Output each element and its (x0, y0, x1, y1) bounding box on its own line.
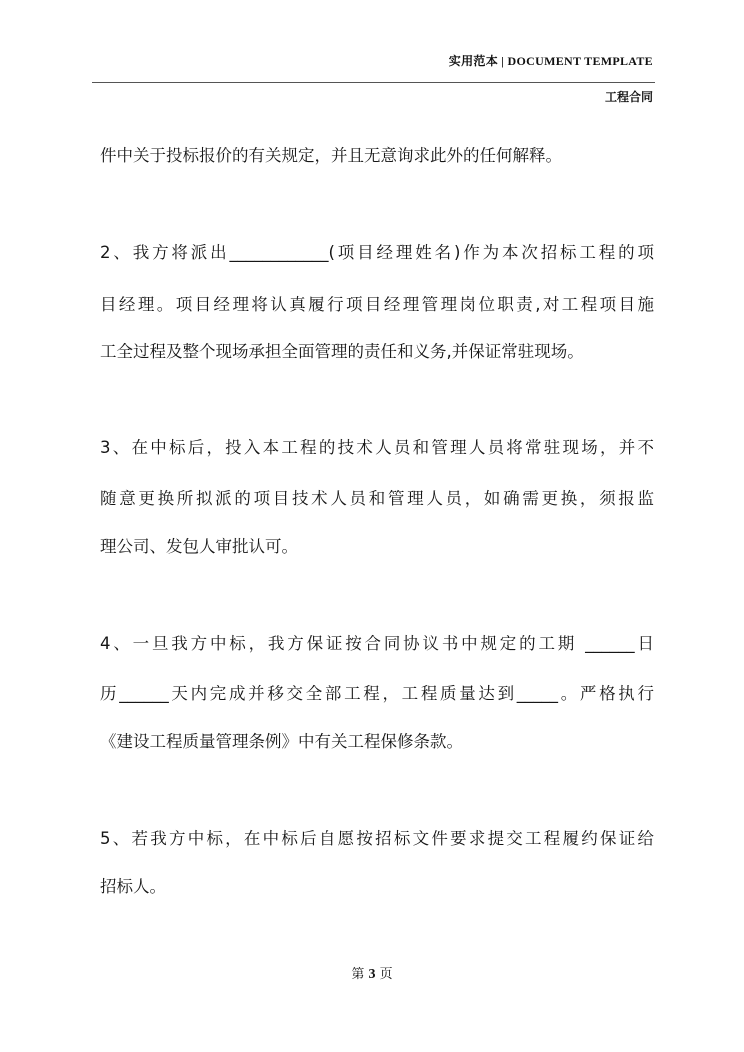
paragraph-2-line-3: 工全过程及整个现场承担全面管理的责任和义务,并保证常驻现场。 (100, 342, 584, 361)
footer-prefix: 第 (351, 967, 365, 982)
header-title: 实用范本 | DOCUMENT TEMPLATE (448, 54, 653, 68)
paragraph-1-line-1: 件中关于投标报价的有关规定，并且无意询求此外的任何解释。 (100, 146, 562, 165)
paragraph-3-line-1: 3、在中标后，投入本工程的技术人员和管理人员将常驻现场，并不 (100, 438, 654, 457)
header-subtitle: 工程合同 (604, 90, 653, 104)
page-number: 3 (368, 967, 376, 982)
footer-suffix: 页 (379, 967, 393, 982)
page-footer (0, 963, 744, 983)
paragraph-2-line-1: 2、我方将派出____________(项目经理姓名)作为本次招标工程的项 (100, 243, 654, 262)
paragraph-3-line-3: 理公司、发包人审批认可。 (100, 537, 298, 556)
paragraph-4-line-2: 历______天内完成并移交全部工程，工程质量达到_____。严格执行 (100, 684, 654, 703)
paragraph-5-line-2: 招标人。 (100, 877, 166, 896)
paragraph-4-line-1: 4、一旦我方中标，我方保证按合同协议书中规定的工期 ______日 (100, 634, 654, 653)
paragraph-3-line-2: 随意更换所拟派的项目技术人员和管理人员，如确需更换，须报监 (100, 489, 654, 508)
paragraph-4-line-3: 《建设工程质量管理条例》中有关工程保修条款。 (100, 732, 463, 751)
header-divider (92, 82, 655, 83)
paragraph-2-line-2: 目经理。项目经理将认真履行项目经理管理岗位职责,对工程项目施 (100, 295, 654, 314)
paragraph-5-line-1: 5、若我方中标，在中标后自愿按招标文件要求提交工程履约保证给 (100, 829, 654, 848)
